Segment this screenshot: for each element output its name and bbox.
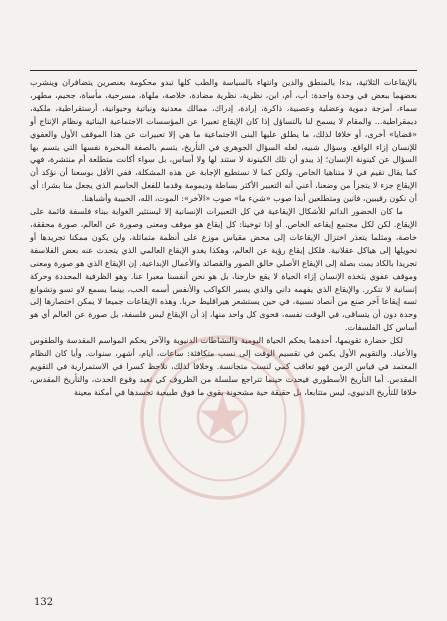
paragraph-2: ما كان الحضور الدائم للأشكال الإيقاعية في كل التعبيرات الإنسانية إلا ليستثير الغواية ببناء فلسفة قائمة على الإيقاع. لكن لكل مجتمع إيقاعه الخاص. أو إذا توخينا: كل إيقاع هو موقف ومعنى وصورة عن العالم، صورة محققة، خاصة، ومثلما يتعذر اختزال الإيقاعات إلى محض مقياس موزع على أنظمة متماثلة، ولن يكون ممكنا تجريدها أو تحويلها إلى هياكل عقلانية. فلكل إيقاع رؤية عن العالم، وهكذا يغدو الإيقاع العالمي الذي يتحدث عنه بعض الفلاسفة تجريدا بالكاد يمت بصلة إلى الإيقاع الأصلي خالق الصور والقصائد والأعمال الإبداعية. إن الإيقاع الذي هو صورة ومعنى وموقف عفوي يتخذه الإنسان إزاء الحياة لا يقع خارجنا، بل هو نحن أنفسنا معبرا عنا. وهو الظرفية المحددة وحركة إنسانية لا تتكرر. والإيقاع الذي يفهمه داني والذي يسير الكواكب والأنفس أسمه الحب، بينما يسمع لاو تسو وتشوانغ تسه إيقاعا آخر صنع من أنصاد نسبية، في حين يستشعر هيراقليط حربا. وهذه الإيقاعات جميعا لا يمكن اختصارها إلى وحدة دون أن يتساقى، في الوقت نفسه، فحوى كل واحد منها، إذ أن الإيقاع ليس فلسفة، بل صورة عن العالم أي هو أساس كل الفلسفات. [30,206,417,333]
paragraph-3: لكل حضارة تقويمها، أحدهما يحكم الحياة اليومية والنشاطات الدنيوية والآخر يحكم المواسم المقدسة والطقوس والأعياد. والتقويم الأول يكمن في تقسيم الوقت إلى نسب متكافئة: ساعات، أيام، أشهر، سنوات. وأيا كان النظام المعتمد في قياس الزمن فهو تعاقب كمي لنسب متجانسة. وخلافا لذلك، تلاحظ كسرا في الاستمرارية في التقويم المقدس. أما التأريخ الأسطوري فيحدث حينما تتراجع سلسلة من الظروف كي تعيد وقوع الحدث، والتأريخ المقدس، خلافا للتأريخ الدنيوي، ليس متتابعا، بل حقيقة حية مشحونة بقوى ما فوق طبيعية تجسدها في أمكنة معينة [30,335,417,397]
body-text [30,76,417,399]
top-rule [30,70,417,71]
page-number: 132 [34,597,54,608]
paragraph-1: بالإيقاعات الثلاثية، بدءا بالمنطق والدين وانتهاء بالسياسة والطب كلها تبدو محكومة بعنصرين يتضافران وينشرب بعضهما ببعض في وحدة واحدة: أب، أم، ابن، نظرية، نظرية مضادة، خلاصة، ملهاة، مسرحية، مأساة، جحيم، مطهر، سماء، أمزجة دموية وعضلية وعصبية، ذاكرة، إرادة، إدراك، ممالك معدنية ونباتية وحيوانية، أرستقراطية، ملكية، ديمقراطية... والمقام لا يسمح لنا بالتساؤل إذا كان الإيقاع تعبيرا عن المؤسسات الاجتماعية البنائية ونظام الإنتاج أو «قضايا» أخرى، أو خلافا لذلك، ما يطلق عليها البنى الاجتماعية ما هي إلا تعبيرات عن هذا الموقف الأول والعفوي للإنسان إزاء الواقع. وسؤال شبيه، لعله السؤال الجوهري في التأريخ، يتسم بالصفة المحيرة نفسها التي يتسم بها السؤال عن كينونة الإنسان؛ إذ يبدو أن تلك الكينونة لا ستند لها ولا أساس، بل سواء أكانت متطلعة أم منتشرة، فهي كما يقال تقيم في لا متناهيا الخاص. ولكن كما لا نستطيع الإجابة عن هذه المشكلة، ففي الأقل بوسعنا أن نؤكد أن الإيقاع جزء لا يتجزأ من وضعنا، أعني أنه التعبير الأكثر بساطة وديمومة وقدما للفعل الحاسم الذي يجعل منا بشرا: أي أن نكون رقيبين، فانين ومتطلعين أبدا صوب «شيء ما» صوب «الآخر»: الموت، الله، الحبيبة وأشباهنا. [30,77,417,204]
